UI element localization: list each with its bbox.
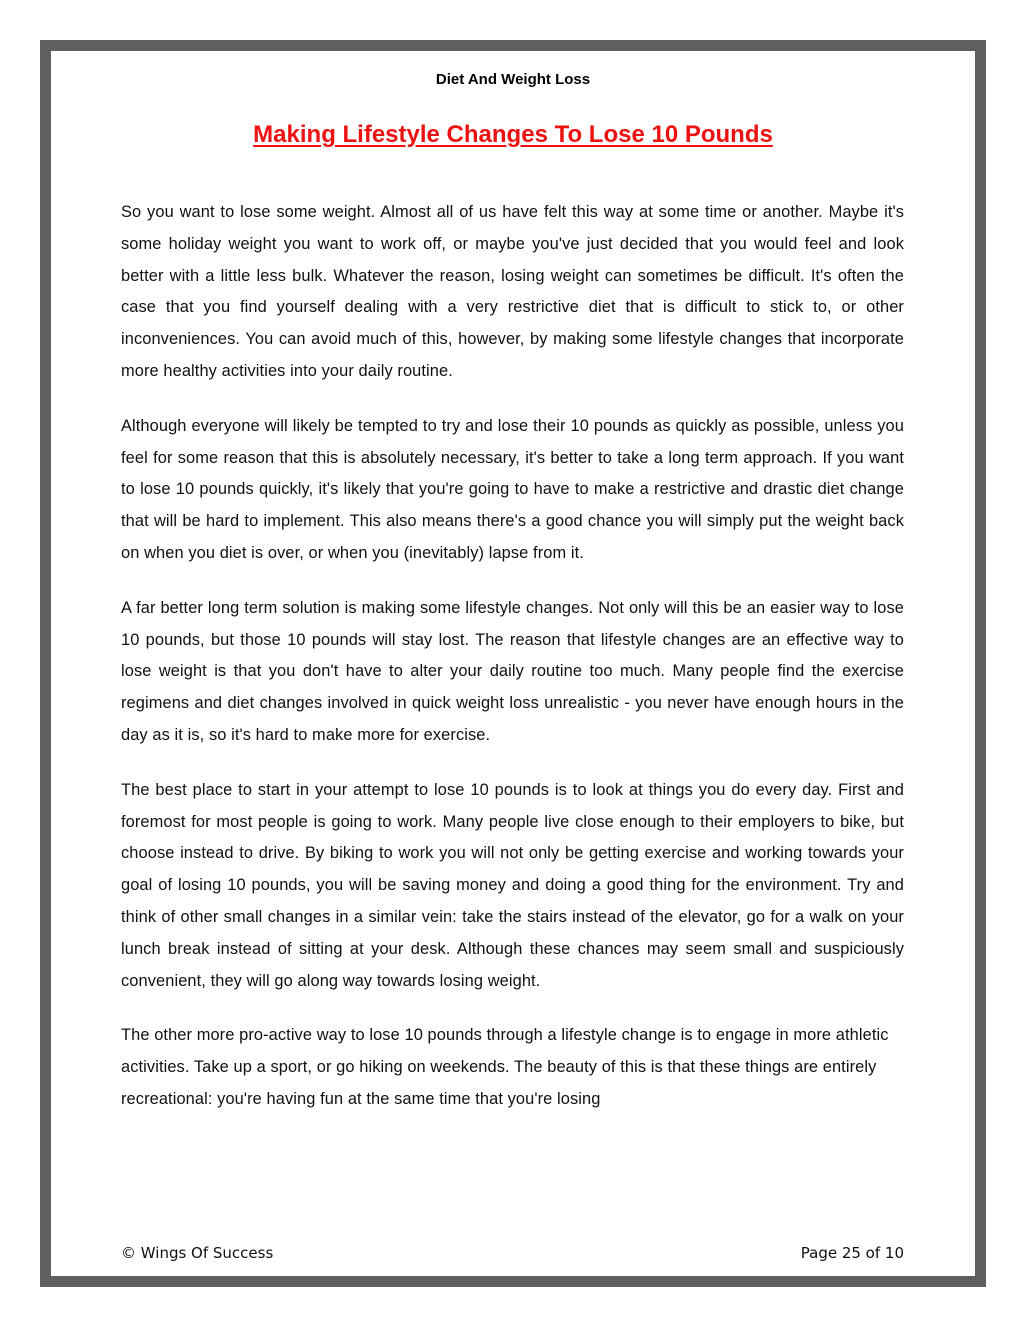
page-number: Page 25 of 10 [800,1244,904,1262]
page-frame [40,40,986,1287]
paragraph: The other more pro-active way to lose 10 pounds through a lifestyle change is to engage in more athletic activities. Take up a sport, or go hiking on weekends. The beauty of this is that these things are entirely recreational: you're having fun at the same time that you're losing [121,1026,889,1108]
paragraph: Although everyone will likely be tempted to try and lose their 10 pounds as quickly as possible, unless you feel for some reason that this is absolutely necessary, it's better to take a long term approach. If you want to lose 10 pounds quickly, it's likely that you're going to have to make a restrictive and drastic diet change that will be hard to implement. This also means there's a good chance you will simply put the weight back on when you diet is over, or when you (inevitably) lapse from it. [121,416,904,562]
document-title: Making Lifestyle Changes To Lose 10 Pounds [253,121,773,148]
running-header: Diet And Weight Loss [435,71,591,88]
article-body [121,197,904,1139]
paragraph: A far better long term solution is making some lifestyle changes. Not only will this be an easier way to lose 10 pounds, but those 10 pounds will stay lost. The reason that lifestyle changes are an effective way to lose weight is that you don't have to alter your daily routine too much. Many people find the exercise regimens and diet changes involved in quick weight loss unrealistic - you never have enough hours in the day as it is, so it's hard to make more for exercise. [121,598,904,744]
paragraph: The best place to start in your attempt to lose 10 pounds is to look at things you do every day. First and foremost for most people is going to work. Many people live close enough to their employers to bike, but choose instead to drive. By biking to work you will not only be getting exercise and working towards your goal of losing 10 pounds, you will be saving money and doing a good thing for the environment. Try and think of other small changes in a similar vein: take the stairs instead of the elevator, go for a walk on your lunch break instead of sitting at your desk. Although these chances may seem small and suspiciously convenient, they will go along way towards losing weight. [121,780,904,990]
copyright-text: © Wings Of Success [121,1244,274,1262]
paragraph: So you want to lose some weight. Almost all of us have felt this way at some time or another. Maybe it's some holiday weight you want to work off, or maybe you've just decided that you would feel and look better with a little less bulk. Whatever the reason, losing weight can sometimes be difficult. It's often the case that you find yourself dealing with a very restrictive diet that is difficult to stick to, or other inconveniences. You can avoid much of this, however, by making some lifestyle changes that incorporate more healthy activities into your daily routine. [121,203,904,380]
